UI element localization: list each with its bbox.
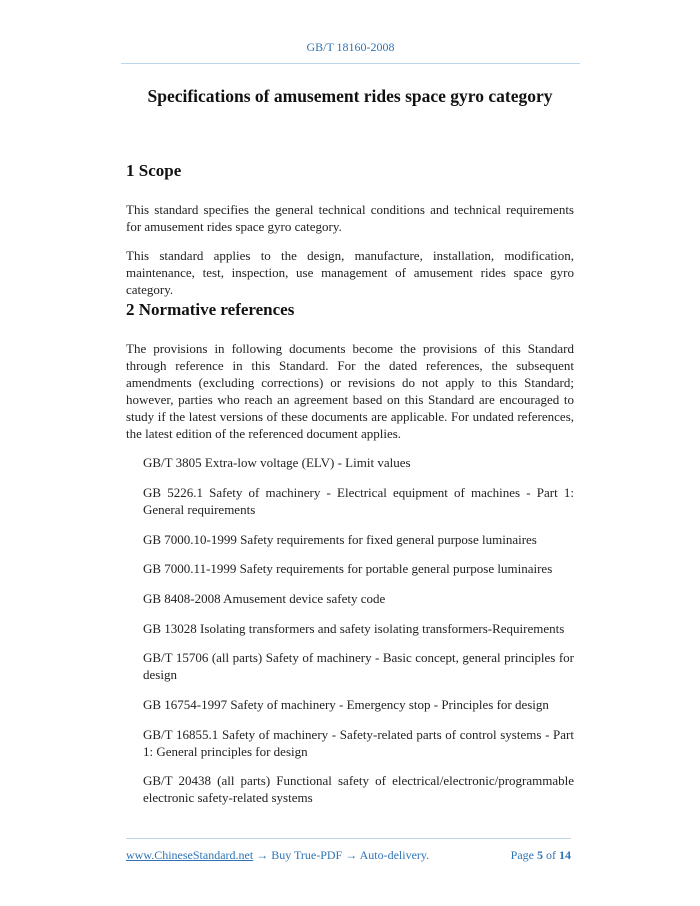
scope-paragraph-1 [126,201,574,235]
reference-item: GB/T 16855.1 Safety of machinery - Safety-related parts of control systems - Part 1: General principles for design [143,727,574,759]
footer-divider [126,838,571,839]
auto-delivery-text: Auto-delivery. [359,848,430,862]
arrow-right-icon: → [345,848,358,862]
page-header: GB/T 18160-2008 [306,40,395,54]
paragraph-text: This standard applies to the design, manufacture, installation, modification, maintenance, test, inspection, use management of amusement rides space gyro category. [126,248,574,297]
section-heading-normative-references: 2 Normative references [126,300,295,319]
reference-item: GB 7000.11-1999 Safety requirements for portable general purpose luminaires [143,561,553,576]
reference-item: GB/T 3805 Extra-low voltage (ELV) - Limit values [143,455,411,470]
document-title: Specifications of amusement rides space gyro category [147,86,553,106]
reference-item: GB 16754-1997 Safety of machinery - Emergency stop - Principles for design [143,697,549,712]
reference-item: GB 7000.10-1999 Safety requirements for fixed general purpose luminaires [143,532,537,547]
buy-true-pdf-text: Buy True-PDF [271,848,343,862]
page-label: Page [510,848,534,862]
reference-item: GB 8408-2008 Amusement device safety code [143,591,386,606]
references-intro-paragraph [126,340,574,442]
page-total: 14 [559,848,571,862]
reference-item: GB/T 20438 (all parts) Functional safety of electrical/electronic/programmable electronic safety-related systems [143,773,574,805]
header-divider [121,63,580,64]
reference-item: GB 13028 Isolating transformers and safety isolating transformers-Requirements [143,621,565,636]
page-indicator [511,848,571,863]
paragraph-text: This standard specifies the general technical conditions and technical requirements for amusement rides space gyro category. [126,202,574,234]
paragraph-text: The provisions in following documents become the provisions of this Standard through reference in this Standard. For the dated references, the subsequent amendments (excluding corrections) or revisions do not apply to this Standard; however, parties who reach an agreement based on this Standard are encouraged to study if the latest versions of these documents are applicable. For undated references, the latest edition of the referenced document applies. [126,341,574,441]
page-of-label: of [546,848,556,862]
reference-item: GB/T 15706 (all parts) Safety of machinery - Basic concept, general principles for design [143,650,574,682]
arrow-right-icon: → [256,848,269,862]
reference-item: GB 5226.1 Safety of machinery - Electrical equipment of machines - Part 1: General requirements [143,485,574,517]
section-heading-scope: 1 Scope [126,161,182,180]
page-current: 5 [537,848,543,862]
chinesestandard-link[interactable]: www.ChineseStandard.net [126,848,254,862]
scope-paragraph-2 [126,247,574,298]
page-footer [126,848,571,863]
